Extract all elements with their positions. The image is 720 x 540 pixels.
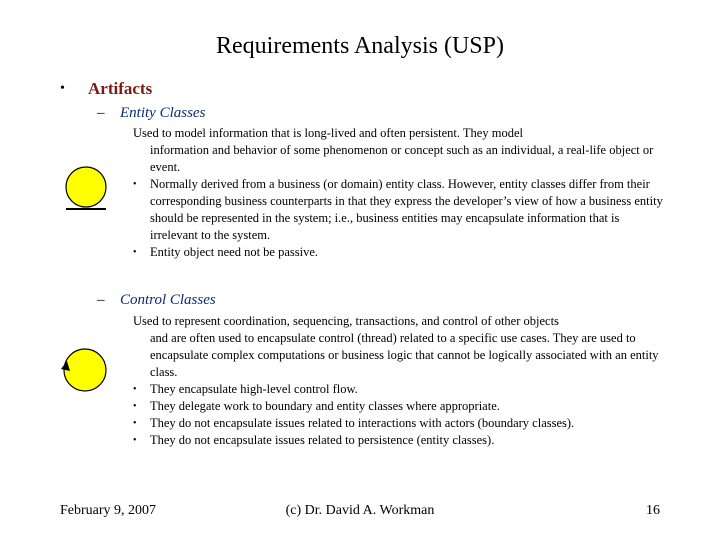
artifacts-heading: Artifacts [88,79,153,98]
control-description [133,313,663,449]
entity-class-icon [62,165,112,215]
entity-lead-continuation: information and behavior of some phenomenon or concept such as an individual, a real-life object or event. [150,143,654,174]
list-item: • They encapsulate high-level control flow. [133,382,358,396]
bullet-dot: • [133,179,137,190]
footer-author: (c) Dr. David A. Workman [285,503,435,518]
control-dash: – [97,292,105,308]
entity-lead-line: Used to model information that is long-lived and often persistent. They model [133,126,523,140]
page-number: 16 [646,503,660,518]
entity-description [133,125,663,261]
list-item: • They do not encapsulate issues related to interactions with actors (boundary classes). [133,416,575,430]
entity-dash: – [97,105,105,121]
bullet-dot: • [133,384,137,395]
control-lead-line: Used to represent coordination, sequencing, transactions, and control of other objects [133,314,559,328]
control-classes-heading: Control Classes [120,292,216,308]
bullet-dot: • [133,418,137,429]
list-item: • Normally derived from a business (or domain) entity class. However, entity classes differ from their corresponding business counterparts in that they express the developer’s view of how a business entity should be represented in the system; i.e., business entities may encapsulate information that is irrelevant to the system. [133,177,663,242]
control-class-icon [58,343,110,395]
list-item: • They delegate work to boundary and entity classes where appropriate. [133,399,500,413]
level1-bullet: • [60,81,65,96]
list-item: • They do not encapsulate issues related to persistence (entity classes). [133,433,495,447]
control-bullet-list [133,381,663,449]
control-lead-continuation: and are often used to encapsulate control (thread) related to a specific use cases. They are used to encapsulate complex computations or business logic that cannot be logically associated with an entity class. [150,331,659,379]
bullet-dot: • [133,435,137,446]
list-item: • Entity object need not be passive. [133,245,319,259]
bullet-dot: • [133,247,137,258]
entity-bullet-list [133,176,663,261]
entity-classes-heading: Entity Classes [120,105,206,121]
slide-title: Requirements Analysis (USP) [216,33,504,59]
bullet-dot: • [133,401,137,412]
footer-date: February 9, 2007 [60,503,157,518]
